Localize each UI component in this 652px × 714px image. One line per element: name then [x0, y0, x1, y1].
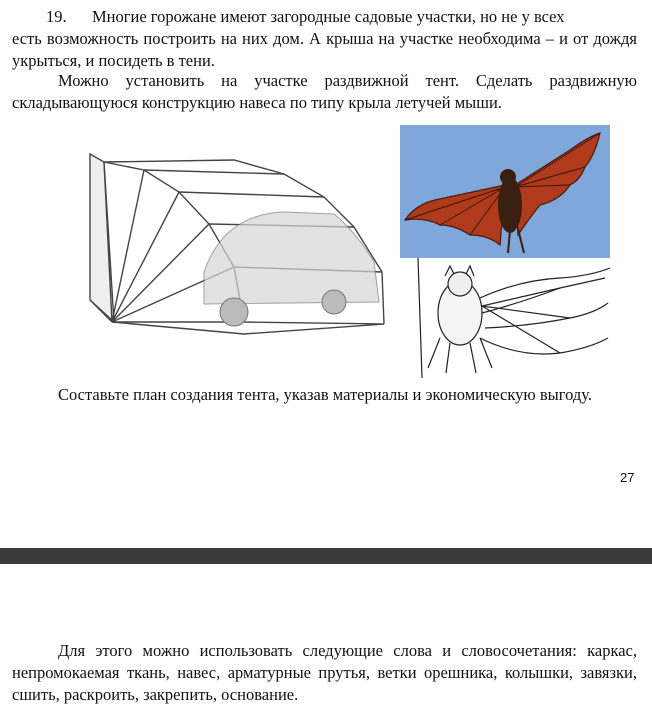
bat-wing-sketch: [410, 258, 610, 382]
task-paragraph-idea: Можно установить на участке раздвижной тент. Сделать раздвижную складывающуюся конструкцию навеса по типу крыла летучей мыши.: [12, 71, 637, 112]
task-number: 19.: [46, 7, 67, 26]
task-intro-rest: есть возможность построить на них дом. А крыша на участке необходима – и от дождя укрыться, и посидеть в тени.: [12, 29, 637, 70]
task-question: Составьте план создания тента, указав материалы и экономическую выгоду.: [58, 385, 592, 404]
folding-tent-illustration: [84, 152, 400, 352]
task-paragraph-intro: [46, 6, 637, 28]
page-divider: [0, 548, 652, 564]
task-intro-line1: Многие горожане имеют загородные садовые участки, но не у всех: [92, 7, 565, 26]
hint-paragraph: Для этого можно использовать следующие слова и словосочетания: каркас, непромокаемая ткань, навес, арматурные прутья, ветки орешника, колышки, завязки, сшить, раскроить, закрепить, основание.: [12, 641, 637, 704]
flying-bat-photo: [400, 125, 610, 258]
page-number: 27: [620, 470, 635, 485]
